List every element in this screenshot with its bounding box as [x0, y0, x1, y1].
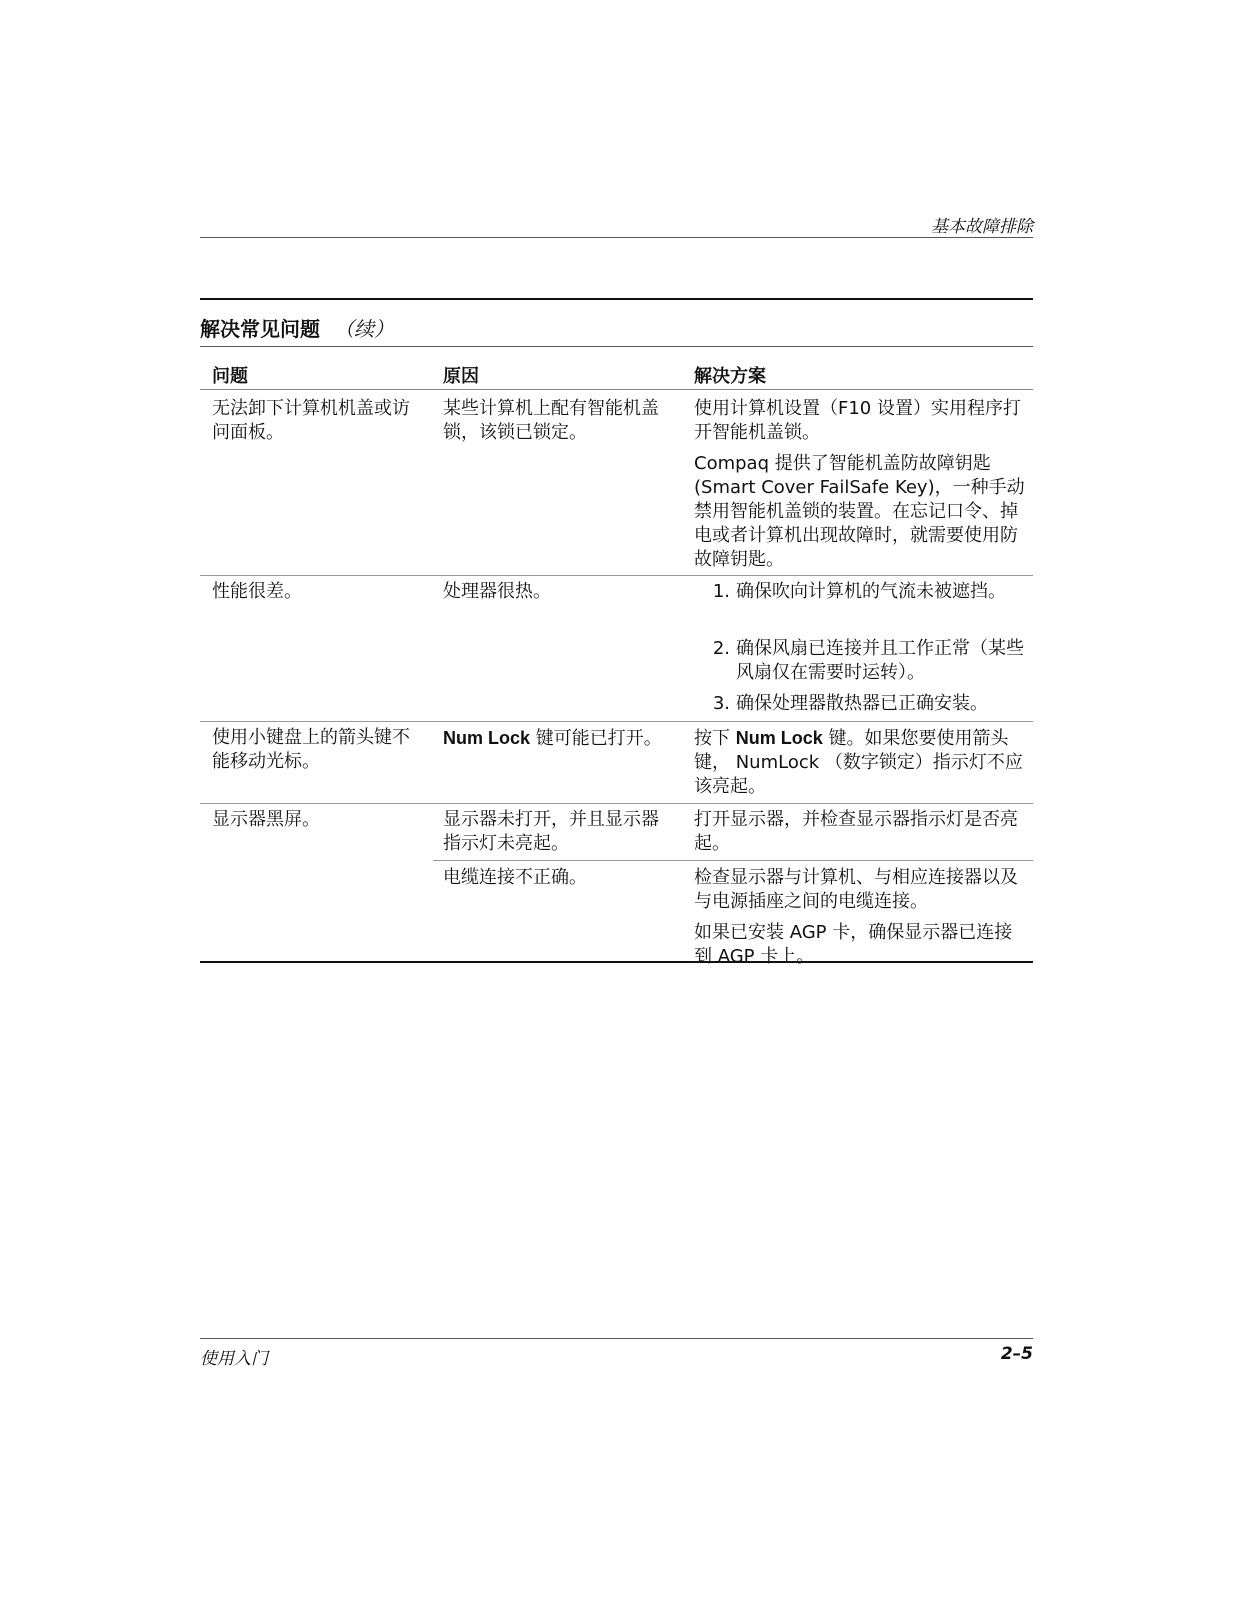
column-header-solution: 解决方案: [694, 366, 766, 387]
row3-solution: [694, 726, 1029, 799]
row2-problem: 性能很差。: [212, 581, 302, 602]
row1-solution-p2: Compaq 提供了智能机盖防故障钥匙 (Smart Cover FailSafe Key)，一种手动禁用智能机盖锁的装置。在忘记口令、掉电或者计算机出现故障时，就需要使用防故障钥匙。: [694, 453, 1025, 570]
step-text: 确保处理器散热器已正确安装。: [736, 693, 988, 714]
column-header-cause: 原因: [443, 366, 479, 387]
row3-solution-text: 键。如果您要使用箭头键， NumLock （数字锁定）指示灯不应该亮起。: [694, 728, 1023, 797]
table-title-continued: （续）: [334, 317, 394, 341]
row3-solution-pre: 按下: [694, 728, 736, 749]
row4-problem: 显示器黑屏。: [212, 809, 320, 830]
header-row-rule: [200, 389, 1033, 390]
column-header-problem: 问题: [212, 366, 248, 387]
header-rule: [200, 237, 1033, 238]
title-rule: [200, 346, 1033, 347]
table-top-rule: [200, 298, 1033, 300]
row2-solution-step3: [694, 692, 1029, 716]
row2-solution-step2: [694, 637, 1029, 685]
step-number: 2.: [712, 638, 730, 659]
row4a-cause: 显示器未打开，并且显示器指示灯未亮起。: [443, 809, 659, 854]
table-title-text: 解决常见问题: [200, 317, 320, 341]
row-rule: [200, 803, 1033, 804]
row4b-solution-p2: 如果已安装 AGP 卡，确保显示器已连接到 AGP 卡上。: [694, 922, 1013, 967]
row4a-solution: 打开显示器，并检查显示器指示灯是否亮起。: [694, 809, 1018, 854]
step-number: 3.: [712, 693, 730, 714]
step-text: 确保吹向计算机的气流未被遮挡。: [736, 581, 1006, 602]
row2-cause: 处理器很热。: [443, 581, 551, 602]
row-rule: [200, 721, 1033, 722]
running-header: 基本故障排除: [931, 217, 1033, 237]
footer-rule: [200, 1338, 1033, 1339]
sub-row-rule: [433, 860, 1033, 861]
step-number: 1.: [712, 581, 730, 602]
row3-cause: [443, 726, 668, 751]
page-number: 2–5: [1000, 1344, 1033, 1364]
row3-cause-text: 键可能已打开。: [530, 728, 662, 749]
row1-cause: 某些计算机上配有智能机盖锁，该锁已锁定。: [443, 398, 659, 443]
row1-problem: 无法卸下计算机机盖或访问面板。: [212, 398, 410, 443]
row1-solution-p1: 使用计算机设置（F10 设置）实用程序打开智能机盖锁。: [694, 398, 1021, 443]
step-text: 确保风扇已连接并且工作正常（某些风扇仅在需要时运转）。: [736, 638, 1024, 683]
row3-problem: 使用小键盘上的箭头键不能移动光标。: [212, 727, 410, 772]
footer-guide-title: 使用入门: [200, 1349, 268, 1369]
table-title: [200, 313, 394, 342]
num-lock-key: Num Lock: [735, 728, 823, 748]
table-bottom-rule: [200, 961, 1033, 963]
num-lock-key: Num Lock: [443, 728, 531, 748]
row4b-solution-p1: 检查显示器与计算机、与相应连接器以及与电源插座之间的电缆连接。: [694, 867, 1018, 912]
row2-solution-step1: [694, 580, 1029, 604]
row4b-cause: 电缆连接不正确。: [443, 867, 587, 888]
row-rule: [200, 575, 1033, 576]
